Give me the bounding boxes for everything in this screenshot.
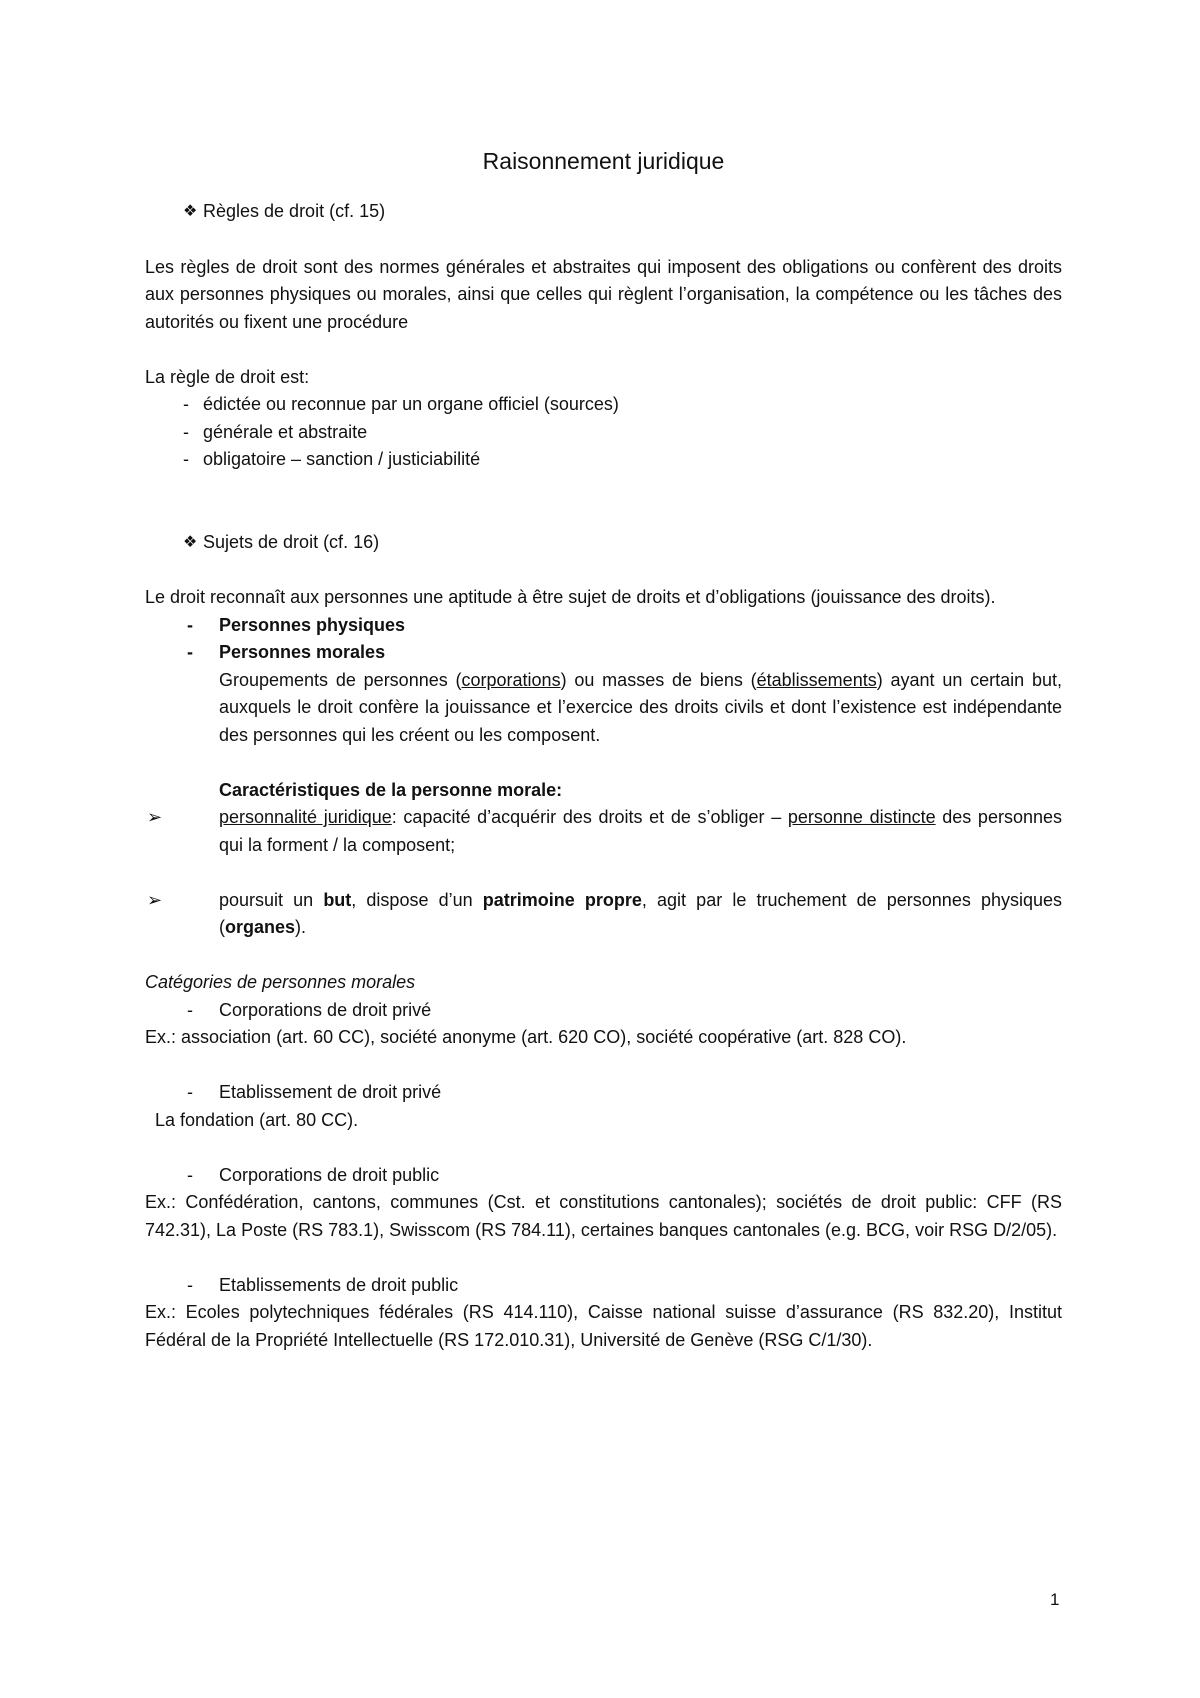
personnalite-juridique-term: personnalité juridique xyxy=(219,807,392,827)
category-label-text: Corporations de droit privé xyxy=(219,999,432,1020)
dash-bullet: - xyxy=(187,642,193,662)
corporations-term: corporations xyxy=(461,669,561,690)
category-label xyxy=(145,1272,1062,1300)
etablissements-term: établissements xyxy=(756,669,877,690)
section-heading-text: Sujets de droit (cf. 16) xyxy=(203,531,380,552)
document-content xyxy=(145,145,1062,1354)
list-item xyxy=(145,612,1062,640)
category-label-text: Corporations de droit public xyxy=(219,1164,440,1185)
dash-bullet: - xyxy=(187,1082,193,1102)
list-item xyxy=(145,419,1062,447)
category-example: Ex.: Ecoles polytechniques fédérales (RS 414.110), Caisse national suisse d’assurance (RS 832.20), Institut Fédéral de la Propriété Intellectuelle (RS 172.010.31), Université de Genève (RSG C/1/30). xyxy=(145,1302,1062,1350)
dash-bullet: - xyxy=(187,614,193,635)
dash-bullet: - xyxy=(183,394,189,414)
sujets-intro: Le droit reconnaît aux personnes une aptitude à être sujet de droits et d’obligations (jouissance des droits). xyxy=(145,587,996,607)
category-example: Ex.: Confédération, cantons, communes (Cst. et constitutions cantonales); sociétés de droit public: CFF (RS 742.31), La Poste (RS 783.1), Swisscom (RS 784.11), certaines banques cantonales (e.g. BCG, voir RSG D/2/05). xyxy=(145,1192,1062,1240)
but-term: but xyxy=(323,889,352,910)
category-label xyxy=(145,997,1062,1025)
section-heading-sujets xyxy=(145,529,1062,557)
personnes-morales-definition: Groupements de personnes (corporations) ou masses de biens (établissements) ayant un certain but, auxquels le droit confère la jouissance et l’exercice des droits civils et dont l’existence est indépendante des personnes qui les créent ou les composent. xyxy=(219,669,1062,745)
list-item xyxy=(145,391,1062,419)
categories-heading: Catégories de personnes morales xyxy=(145,972,416,992)
section-heading-regles xyxy=(145,198,1062,226)
dash-bullet: - xyxy=(187,1274,193,1295)
page-number: 1 xyxy=(1050,1590,1060,1609)
category-label-text: Etablissements de droit public xyxy=(219,1274,459,1295)
arrow-bullet-icon: ➢ xyxy=(147,807,163,827)
dash-bullet: - xyxy=(187,1164,193,1185)
section-heading-text: Règles de droit (cf. 15) xyxy=(203,201,386,221)
diamond-bullet-icon: ❖ xyxy=(183,203,198,220)
regles-definition: Les règles de droit sont des normes générales et abstraites qui imposent des obligations ou confèrent des droits aux personnes physiques ou morales, ainsi que celles qui règlent l’organisation, la compétence ou les tâches des autorités ou fixent une procédure xyxy=(145,256,1062,332)
category-label xyxy=(145,1079,1062,1107)
arrow-list-item: ➢ poursuit un but, dispose d’un patrimoine propre, agit par le truchement de personnes physiques (organes). xyxy=(145,887,1062,942)
document-title: Raisonnement juridique xyxy=(482,148,725,174)
list-item xyxy=(145,446,1062,474)
list-item xyxy=(145,639,1062,667)
category-label-text: Etablissement de droit privé xyxy=(219,1082,442,1102)
list-item-text: obligatoire – sanction / justiciabilité xyxy=(203,449,481,469)
category-label xyxy=(145,1162,1062,1190)
list-item-text: Personnes physiques xyxy=(219,614,406,635)
arrow-list-item: ➢ personnalité juridique: capacité d’acquérir des droits et de s’obliger – personne distincte des personnes qui la forment / la composent; xyxy=(145,804,1062,859)
category-example: La fondation (art. 80 CC). xyxy=(155,1109,359,1130)
list-item-text: Personnes morales xyxy=(219,642,386,662)
regle-list-intro: La règle de droit est: xyxy=(145,366,310,387)
dash-bullet: - xyxy=(183,449,189,469)
diamond-bullet-icon: ❖ xyxy=(183,533,198,551)
personne-distincte-term: personne distincte xyxy=(787,807,936,827)
dash-bullet: - xyxy=(187,999,193,1020)
organes-term: organes xyxy=(225,917,296,937)
arrow-bullet-icon: ➢ xyxy=(147,889,163,910)
list-item-text: générale et abstraite xyxy=(203,421,368,442)
list-item-text: édictée ou reconnue par un organe officiel (sources) xyxy=(203,394,619,414)
category-example: Ex.: association (art. 60 CC), société anonyme (art. 620 CO), société coopérative (art. 828 CO). xyxy=(145,1027,907,1047)
caracteristiques-heading: Caractéristiques de la personne morale: xyxy=(219,779,563,800)
patrimoine-term: patrimoine propre xyxy=(482,889,642,910)
dash-bullet: - xyxy=(183,421,189,442)
